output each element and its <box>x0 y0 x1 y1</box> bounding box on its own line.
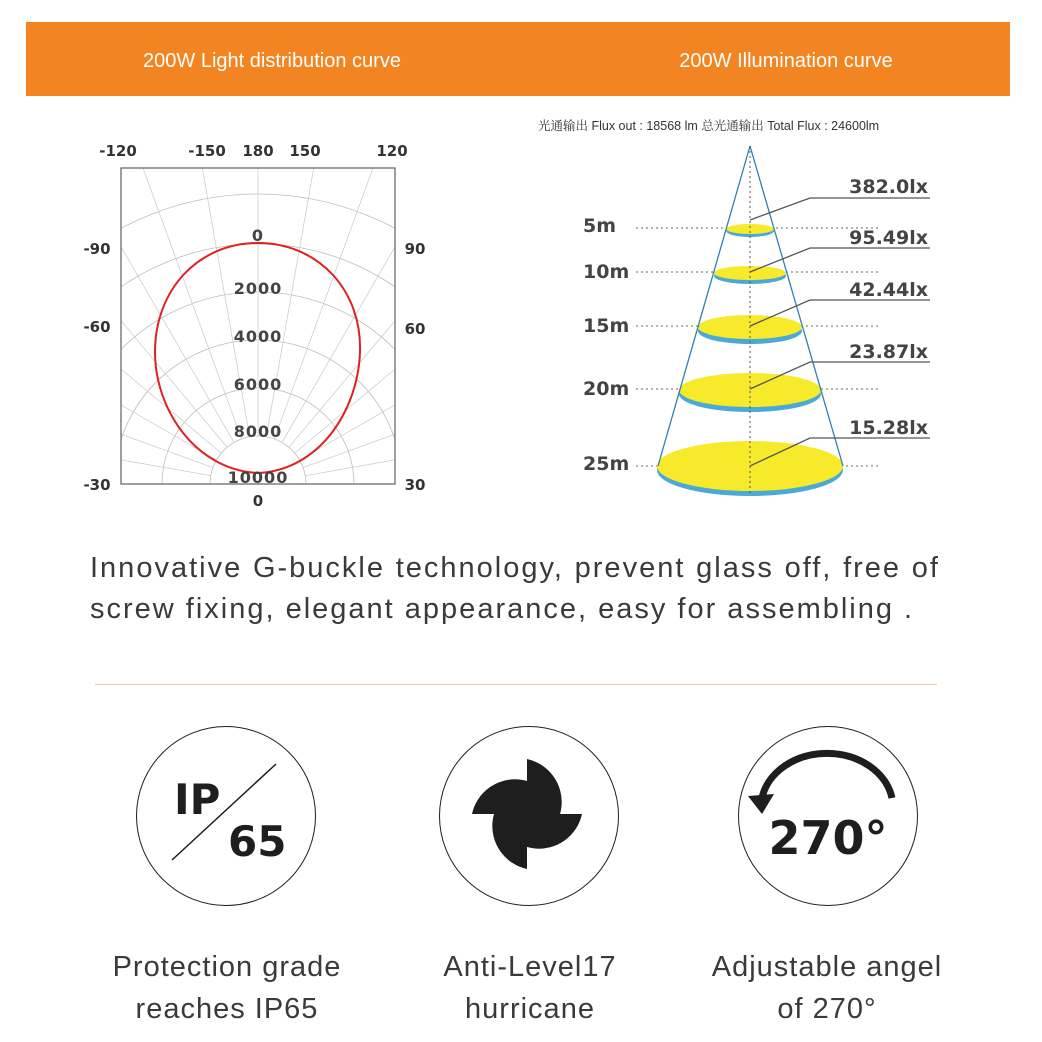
grid-spoke <box>0 340 213 467</box>
distance-label: 25m <box>583 453 630 475</box>
feature-line: Protection grade <box>112 951 342 983</box>
angle-label: -90 <box>83 240 111 258</box>
distance-label: 10m <box>583 261 630 283</box>
grid-spoke <box>0 411 211 476</box>
feature-line: Adjustable angel <box>711 951 943 983</box>
grid-spoke <box>0 492 211 520</box>
rotate-arrow-icon <box>738 726 918 906</box>
flux-output-text: 光通输出 Flux out : 18568 lm 总光通输出 Total Flux : 24600lm <box>538 119 880 133</box>
angle-label: 0 <box>252 492 264 510</box>
header-banner <box>26 22 1010 96</box>
light-distribution-chart <box>0 120 520 520</box>
ip65-badge <box>136 726 316 906</box>
grid-spoke <box>0 508 216 520</box>
light-distribution-title: 200W Light distribution curve <box>143 50 401 72</box>
angle-label: 150 <box>289 142 321 160</box>
angle-label: 120 <box>376 142 408 160</box>
feature-label-rotation <box>677 946 977 1030</box>
feature-line: hurricane <box>465 993 595 1025</box>
radial-label: 10000 <box>227 468 289 487</box>
feature-line: of 270° <box>777 993 877 1025</box>
distance-label: 15m <box>583 315 630 337</box>
illumination-title: 200W Illumination curve <box>679 50 893 72</box>
ip-text: IP <box>174 775 221 824</box>
angle-label: -60 <box>83 318 111 336</box>
angle-270-text: 270° <box>768 811 888 865</box>
65-text: 65 <box>228 817 287 866</box>
feature-line: reaches IP65 <box>135 993 319 1025</box>
lux-label: 95.49lx <box>849 227 928 249</box>
rotation-badge <box>738 726 918 906</box>
radial-label: 6000 <box>233 375 283 394</box>
polar-grid <box>0 120 520 520</box>
angle-label: 90 <box>404 240 426 258</box>
grid-spoke <box>295 515 520 520</box>
grid-spoke <box>300 508 520 520</box>
grid-spoke <box>0 274 216 460</box>
illumination-chart <box>560 140 980 510</box>
distance-label: 5m <box>583 215 617 237</box>
grid-spoke <box>303 500 520 520</box>
angle-label: -30 <box>83 476 111 494</box>
feature-label-hurricane <box>380 946 680 1030</box>
hurricane-badge <box>439 726 619 906</box>
lux-label: 15.28lx <box>849 417 928 439</box>
angle-label: -120 <box>99 142 137 160</box>
lux-label: 23.87lx <box>849 341 928 363</box>
feature-description: Innovative G-buckle technology, prevent glass off, free of screw fixing, elegant appearance, easy for assembling . <box>90 552 940 625</box>
lux-label: 42.44lx <box>849 279 928 301</box>
radial-label: 0 <box>251 226 265 245</box>
grid-spoke <box>303 340 520 467</box>
angle-label: -150 <box>188 142 226 160</box>
radial-label: 8000 <box>233 422 283 441</box>
angle-label: 30 <box>404 476 426 494</box>
radial-label: 2000 <box>233 279 283 298</box>
radial-label: 4000 <box>233 327 283 346</box>
lux-label: 382.0lx <box>849 176 928 198</box>
angle-label: 60 <box>404 320 426 338</box>
grid-spoke <box>0 214 221 453</box>
ip65-icon <box>136 726 316 906</box>
section-divider <box>95 684 937 685</box>
grid-spoke <box>305 411 520 476</box>
grid-spoke <box>0 500 213 520</box>
fan-icon <box>439 726 619 906</box>
feature-line: Anti-Level17 <box>443 951 617 983</box>
distance-label: 20m <box>583 378 630 400</box>
grid-spoke <box>305 492 520 520</box>
feature-label-ip65 <box>77 946 377 1030</box>
grid-spoke <box>0 515 221 520</box>
angle-label: 180 <box>242 142 274 160</box>
